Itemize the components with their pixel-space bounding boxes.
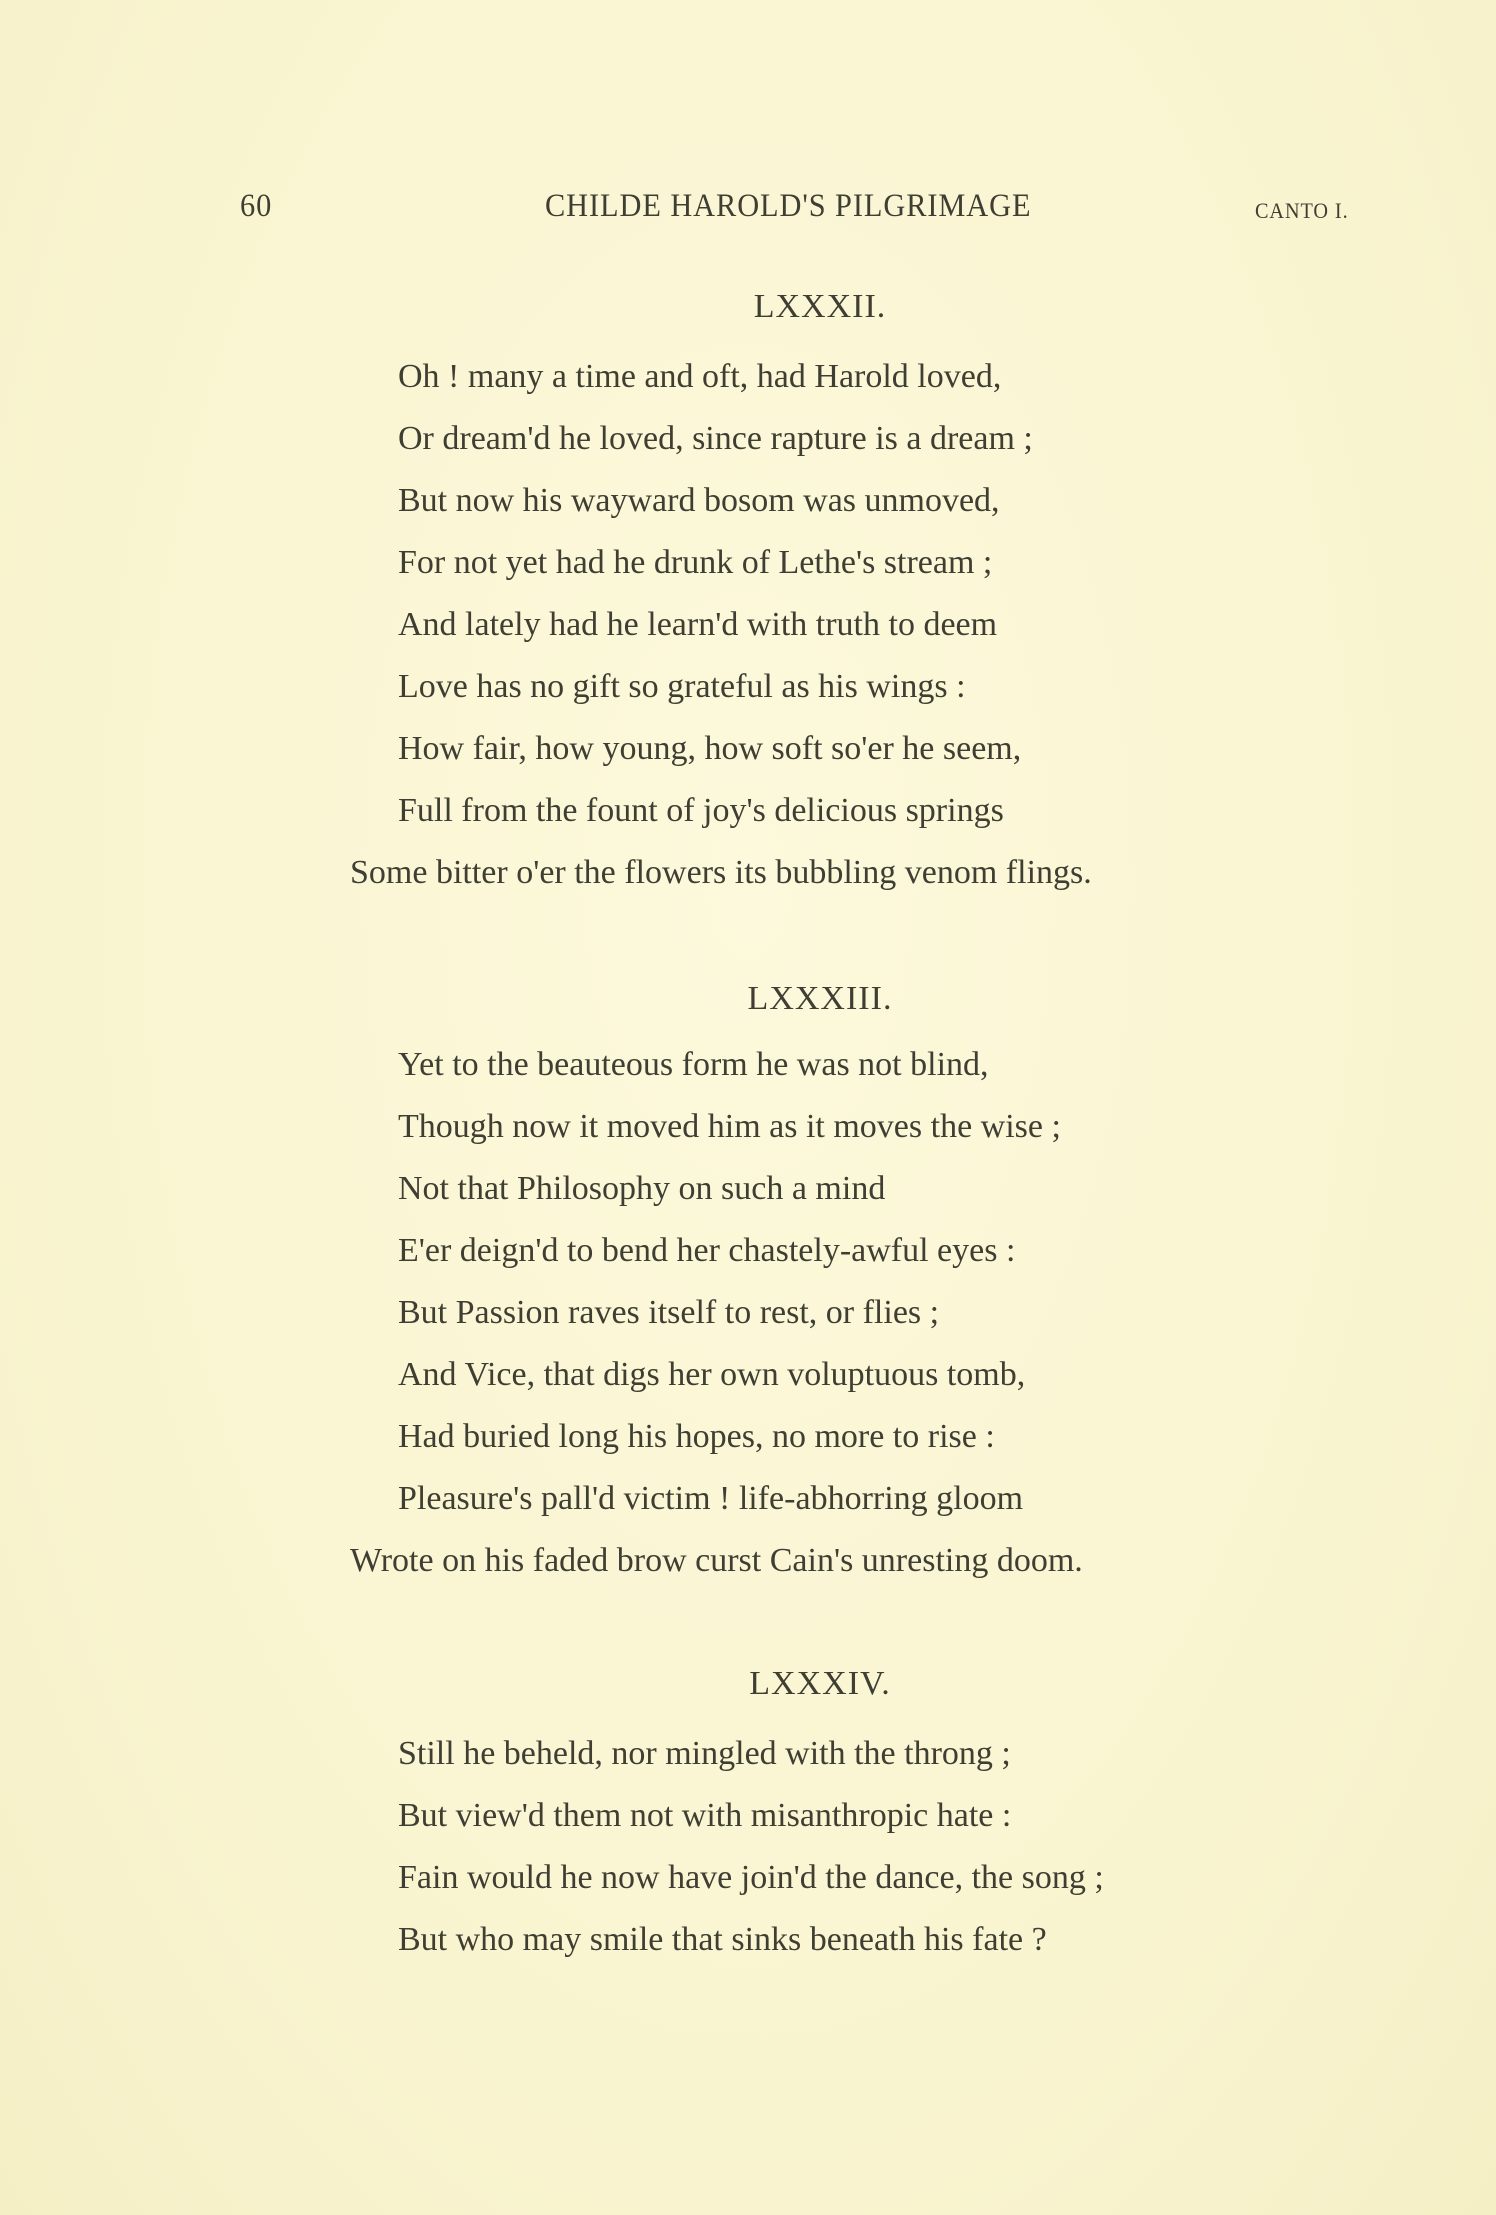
verse-line: Pleasure's pall'd victim ! life-abhorring gloom bbox=[398, 1480, 1024, 1517]
verse-line: Not that Philosophy on such a mind bbox=[398, 1170, 886, 1207]
verse-line: Had buried long his hopes, no more to rise : bbox=[398, 1418, 995, 1455]
verse-line: And lately had he learn'd with truth to deem bbox=[398, 606, 998, 643]
verse-line: But who may smile that sinks beneath his fate ? bbox=[398, 1921, 1047, 1958]
verse-line: Some bitter o'er the flowers its bubbling venom flings. bbox=[350, 854, 1092, 891]
verse-line: Oh ! many a time and oft, had Harold loved, bbox=[398, 358, 1002, 395]
verse-line: But view'd them not with misanthropic hate : bbox=[398, 1797, 1012, 1834]
verse-line: For not yet had he drunk of Lethe's stream ; bbox=[398, 544, 993, 581]
verse-line: E'er deign'd to bend her chastely-awful eyes : bbox=[398, 1232, 1016, 1269]
verse-line: But Passion raves itself to rest, or flies ; bbox=[398, 1294, 940, 1331]
stanza-number: LXXXII. bbox=[753, 288, 887, 325]
verse-line: But now his wayward bosom was unmoved, bbox=[398, 482, 1000, 519]
verse-line: Still he beheld, nor mingled with the throng ; bbox=[398, 1735, 1011, 1772]
verse-line: Wrote on his faded brow curst Cain's unresting doom. bbox=[350, 1542, 1083, 1579]
verse-line: How fair, how young, how soft so'er he seem, bbox=[398, 730, 1022, 767]
running-title: CHILDE HAROLD'S PILGRIMAGE bbox=[545, 188, 1032, 224]
stanza-number: LXXXIV. bbox=[749, 1665, 891, 1702]
stanza-number: LXXXIII. bbox=[747, 980, 893, 1017]
verse-line: Yet to the beauteous form he was not blind, bbox=[398, 1046, 989, 1083]
verse-line: Though now it moved him as it moves the wise ; bbox=[398, 1108, 1061, 1145]
verse-line: Fain would he now have join'd the dance, the song ; bbox=[398, 1859, 1104, 1896]
page-number: 60 bbox=[240, 188, 273, 224]
verse-line: And Vice, that digs her own voluptuous tomb, bbox=[398, 1356, 1026, 1393]
verse-line: Love has no gift so grateful as his wings : bbox=[398, 668, 966, 705]
verse-line: Or dream'd he loved, since rapture is a dream ; bbox=[398, 420, 1033, 457]
verse-line: Full from the fount of joy's delicious springs bbox=[398, 792, 1004, 829]
canto-label: CANTO I. bbox=[1255, 198, 1349, 223]
